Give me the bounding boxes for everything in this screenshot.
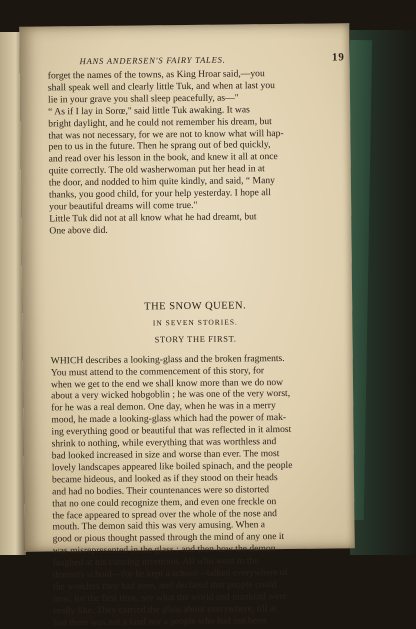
text-line: Little Tuk did not at all know what he had dreamt, but [49, 211, 257, 225]
text-line: One above did. [49, 224, 108, 237]
text-line: You must attend to the commencement of this story, for [50, 364, 265, 379]
previous-story-ending [48, 67, 340, 237]
text-line: the wonders they had seen, and declared that people could [53, 579, 277, 593]
chapter-text [51, 352, 344, 629]
text-line: pen to us in the future. Then he sprang out of bed quickly, [48, 139, 271, 153]
text-line: shrink to nothing, while everything that was worthless and [51, 436, 277, 450]
text-line: “ As if I lay in Sorœ," said little Tuk awaking. It was [48, 104, 250, 118]
story-subtitle: IN SEVEN STORIES. [152, 317, 238, 328]
text-line: lovely landscapes appeared like boiled spinach, and the people [51, 459, 293, 474]
text-line: good or pious thought passed through the mind of any one it [52, 531, 285, 545]
text-line: forget the names of the towns, as King Hroar said,—you [47, 68, 265, 82]
running-header [80, 53, 345, 66]
text-line: and read over his lesson in the book, and knew it all at once [48, 151, 278, 165]
text-line: the face appeared to spread over the whole of the nose and [52, 507, 277, 521]
text-line: your beautiful dreams will come true." [49, 199, 198, 213]
book-page [19, 23, 354, 629]
text-line: was misrepresented in the glass ; and then how the demon [52, 543, 276, 557]
story-title: THE SNOW QUEEN. [144, 300, 247, 313]
running-title: HANS ANDERSEN'S FAIRY TALES. [79, 54, 226, 67]
text-line: quite correctly. The old washerwoman put her head in at [48, 163, 265, 177]
text-line: WHICH describes a looking-glass and the broken fragments. [50, 352, 285, 367]
text-line: now, for the first time, see what the world and mankind were [53, 590, 287, 605]
page-number: 19 [331, 51, 345, 64]
text-line: became hideous, and looked as if they stood on their heads [51, 471, 278, 486]
text-line: that was not necessary, for we are not to know what will hap- [48, 127, 284, 141]
text-line: the door, and nodded to him quite kindly, and said, “ Many [48, 175, 275, 189]
text-line: for he was a real demon. One day, when he was in a merry [51, 400, 276, 414]
text-line: bright daylight, and he could not remember his dream, but [48, 115, 272, 130]
text-line: really like. They carried the glass about everywhere, till at [53, 602, 277, 617]
text-line: lie in your grave you shall sleep peacefully, as—" [47, 92, 239, 106]
text-line: about a very wicked hobgoblin ; he was one of the very worst, [51, 388, 291, 402]
text-line: that no one could recognize them, and even one freckle on [52, 495, 277, 510]
snow-queen-section [50, 299, 343, 629]
chapter-heading: STORY THE FIRST. [154, 333, 237, 345]
text-line: ing everything good or beautiful that was reflected in it almost [51, 424, 292, 438]
text-line: bad looked increased in size and worse than ever. The most [51, 448, 280, 462]
text-line: thanks, you good child, for your help yesterday. I hope all [48, 187, 271, 201]
text-line: and had no bodies. Their countenances were so distorted [52, 483, 270, 498]
text-line: mouth. The demon said this was very amusing. When a [52, 519, 266, 533]
text-line: when we get to the end we shall know more than we do now [50, 376, 284, 390]
text-line: mood, he made a looking-glass which had the power of mak- [51, 412, 287, 426]
text-line: last there was not a land nor a people who had not been [53, 614, 267, 629]
text-line: demon's school—for he kept a school—talked everywhere of [52, 566, 288, 581]
text-line: laughed at his cunning invention. All who went to the [52, 555, 259, 569]
text-line: shall speak well and clearly little Tuk, and when at last you [47, 79, 275, 94]
